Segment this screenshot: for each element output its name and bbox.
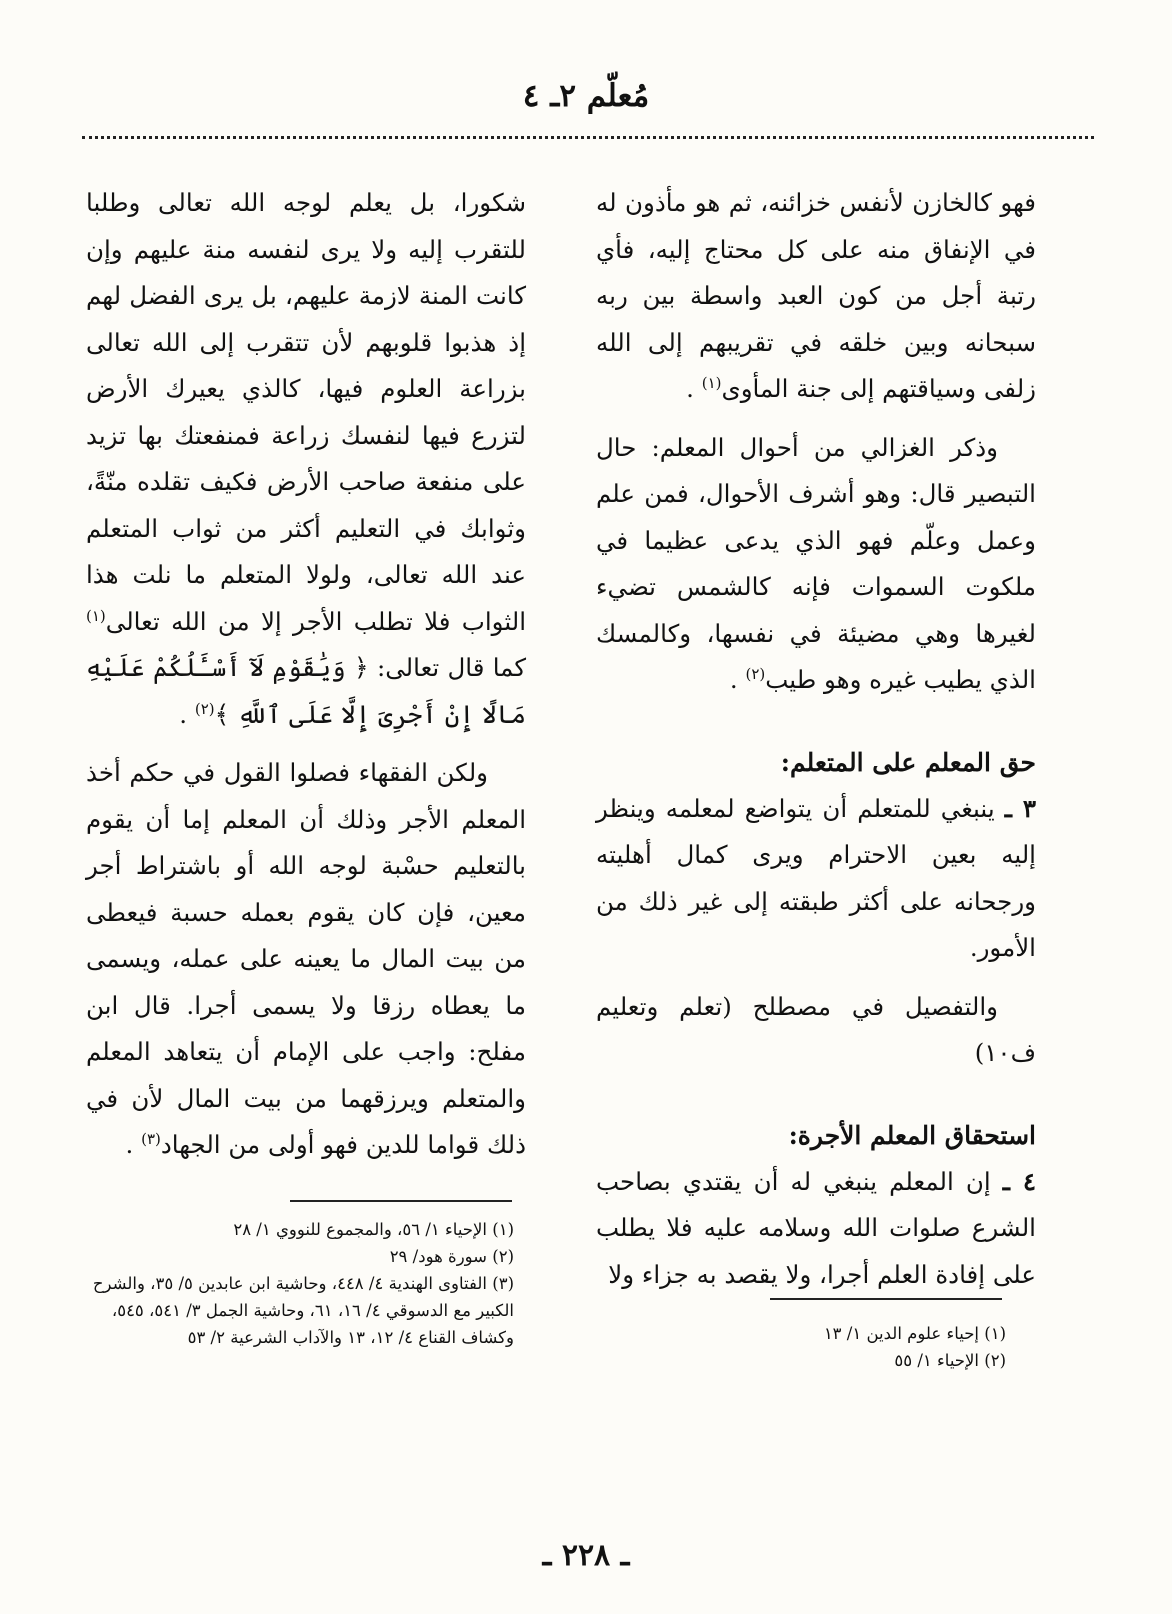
left-column xyxy=(86,180,526,1181)
footnote-ref: (٢) xyxy=(194,699,215,718)
footnote-ref: (١) xyxy=(86,606,106,625)
footnote-ref: (٢) xyxy=(745,664,766,683)
section-heading-teacher-wage: استحقاق المعلم الأجرة: xyxy=(788,1120,1036,1150)
right-paragraph-3 xyxy=(596,786,1036,972)
paragraph-number: ٤ ـ xyxy=(1002,1166,1036,1196)
left-paragraph-2: ولكن الفقهاء فصلوا القول في حكم أخذ المعلم الأجر وذلك أن المعلم إما أن يقوم بالتعليم حسْبة لوجه الله أو باشتراط أجر معين، فإن كان يقوم بعمله حسبة فيعطى من بيت المال ما يعينه على عمله، ويسمى ما يعطاه رزقا ولا يسمى أجرا. قال ابن مفلح: واجب على الإمام أن يتعاهد المعلم والمتعلم ويرزقهما من بيت المال لأن في ذلك قواما للدين فهو أولى من الجهاد$^{(٣)}$ . xyxy=(86,758,526,1159)
page-number: ـ ٢٢٨ ـ xyxy=(542,1538,630,1573)
paragraph-number: ٣ ـ xyxy=(1004,793,1036,823)
footnote-item: (٣) الفتاوى الهندية ٤/ ٤٤٨، وحاشية ابن عابدين ٥/ ٣٥، والشرح الكبير مع الدسوقي ٤/ ١٦، ٦١، وحاشية الجمل ٣/ ٥٤١، ٥٤٥، وكشاف القناع ٤/ ١٢، ١٣ والآداب الشرعية ٢/ ٥٣ xyxy=(92,1274,514,1347)
left-p1-quote-intro: كما قال تعالى: xyxy=(376,653,526,682)
left-p1-text: شكورا، بل يعلم لوجه الله تعالى وطلبا للتقرب إليه ولا يرى لنفسه منة عليهم وإن كانت المنة لازمة عليهم، بل يرى الفضل لهم إذ هذبوا قلوبهم لأن تتقرب إلى الله تعالى بزراعة العلوم فيها، كالذي يعيرك الأرض لتزرع فيها لنفسك زراعة فمنفعتك بها تزيد على منفعة صاحب الأرض فكيف تقلده منّةً، وثوابك في التعليم أكثر من ثواب المتعلم عند الله تعالى، ولولا المتعلم ما نلت هذا الثواب فلا تطلب الأجر إلا من الله تعالى xyxy=(86,188,526,636)
footnote-ref: (٣) xyxy=(141,1129,161,1148)
right-paragraph-5 xyxy=(596,1159,1036,1299)
quran-verse: ﴿ وَيَٰقَوْمِ لَآ أَسْـَٔلُكُمْ عَلَيْهِ مَالًا إِنْ أَجْرِىَ إِلَّا عَلَى ٱللَّهِ ﴾ xyxy=(86,653,526,729)
right-p2-text: وذكر الغزالي من أحوال المعلم: حال التبصير قال: وهو أشرف الأحوال، فمن علم وعمل وعلّم فهو الذي يدعى عظيما في ملكوت السموات فإنه كالشمس تضيء لغيرها وهي مضيئة في نفسها، وكالمسك الذي يطيب غيره وهو طيب xyxy=(596,432,1036,694)
section-heading-teacher-rights: حق المعلم على المتعلم: xyxy=(780,747,1036,777)
running-header: مُعلّم ٢ـ ٤ xyxy=(522,78,650,114)
right-paragraph-4: والتفصيل في مصطلح (تعلم وتعليم ف١٠) xyxy=(596,991,1036,1067)
right-column xyxy=(596,180,1036,1310)
left-p2-text: ولكن الفقهاء فصلوا القول في حكم أخذ المعلم الأجر وذلك أن المعلم إما أن يقوم بالتعليم حسْبة لوجه الله أو باشتراط أجر معين، فإن كان يقوم بعمله حسبة فيعطى من بيت المال ما يعينه على عمله، ويسمى ما يعطاه رزقا ولا يسمى أجرا. قال ابن مفلح: واجب على الإمام أن يتعاهد المعلم والمتعلم ويرزقهما من بيت المال لأن في ذلك قواما للدين فهو أولى من الجهاد xyxy=(86,758,526,1159)
header-dotted-rule xyxy=(82,136,1094,139)
footnote-ref: (١) xyxy=(701,373,722,392)
footnote-rule-right xyxy=(770,1298,1002,1300)
right-paragraph-1: فهو كالخازن لأنفس خزائنه، ثم هو مأذون له في الإنفاق منه على كل محتاج إليه، فأي رتبة أجل من كون العبد واسطة بين ربه سبحانه وبين خلقه في تقريبهم إلى الله زلفى وسياقتهم إلى جنة المأوى$^{(١)}$ . xyxy=(596,188,1036,403)
right-paragraph-2: وذكر الغزالي من أحوال المعلم: حال التبصير قال: وهو أشرف الأحوال، فمن علم وعمل وعلّم فهو الذي يدعى عظيما في ملكوت السموات فإنه كالشمس تضيء لغيرها وهي مضيئة في نفسها، وكالمسك الذي يطيب غيره وهو طيب$^{(٢)}$ . xyxy=(596,432,1036,694)
footnote-item: (١) إحياء علوم الدين ١/ ١٣ xyxy=(823,1324,1006,1343)
footnote-rule-left xyxy=(290,1200,512,1202)
right-p1-text: فهو كالخازن لأنفس خزائنه، ثم هو مأذون له في الإنفاق منه على كل محتاج إليه، فأي رتبة أجل من كون العبد واسطة بين ربه سبحانه وبين خلقه في تقريبهم إلى الله زلفى وسياقتهم إلى جنة المأوى xyxy=(596,188,1036,403)
footnotes-left xyxy=(82,1216,514,1351)
right-p3-text: ينبغي للمتعلم أن يتواضع لمعلمه وينظر إليه بعين الاحترام ويرى كمال أهليته ورجحانه على أكثر طبقته إلى غير ذلك من الأمور. xyxy=(596,793,1036,962)
footnotes-right xyxy=(596,1320,1006,1374)
footnote-item: (٢) الإحياء ١/ ٥٥ xyxy=(894,1351,1006,1370)
right-p5-text: إن المعلم ينبغي له أن يقتدي بصاحب الشرع صلوات الله وسلامه عليه فلا يطلب على إفادة العلم أجرا، ولا يقصد به جزاء ولا xyxy=(596,1166,1036,1289)
left-paragraph-1: شكورا، بل يعلم لوجه الله تعالى وطلبا للتقرب إليه ولا يرى لنفسه منة عليهم وإن كانت المنة لازمة عليهم، بل يرى الفضل لهم إذ هذبوا قلوبهم لأن تتقرب إلى الله تعالى بزراعة العلوم فيها، كالذي يعيرك الأرض لتزرع فيها لنفسك زراعة فمنفعتك بها تزيد على منفعة صاحب الأرض فكيف تقلده منّةً، وثوابك في التعليم أكثر من ثواب المتعلم عند الله تعالى، ولولا المتعلم ما نلت هذا الثواب فلا تطلب الأجر إلا من الله تعالى$^{(١)}$ كما قال تعالى: ﴿ وَيَٰقَوْمِ لَآ أَسْـَٔلُكُمْ عَلَيْهِ مَالًا إِنْ أَجْرِىَ إِلَّا عَلَى ٱللَّهِ ﴾$^{(٢)}$ . xyxy=(86,188,526,729)
footnote-item: (٢) سورة هود/ ٢٩ xyxy=(389,1247,514,1266)
footnote-item: (١) الإحياء ١/ ٥٦، والمجموع للنووي ١/ ٢٨ xyxy=(233,1220,514,1239)
